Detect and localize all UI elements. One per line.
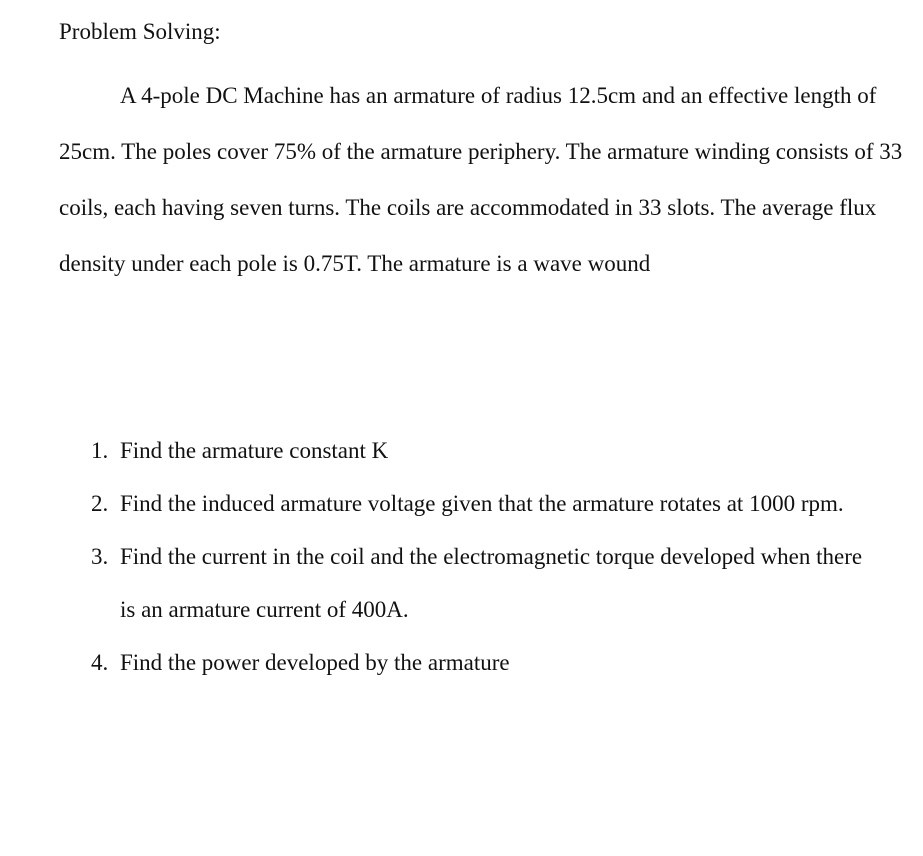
question-number: 4. — [91, 650, 109, 675]
question-list — [0, 424, 923, 689]
problem-paragraph: A 4-pole DC Machine has an armature of radius 12.5cm and an effective length of 25cm. The poles cover 75% of the armature periphery. The armature winding consists of 33 coils, each having seven turns. The coils are accommodated in 33 slots. The average flux density under each pole is 0.75T. The armature is a wave wound — [59, 83, 903, 276]
question-number: 2. — [91, 491, 109, 516]
question-number: 3. — [91, 544, 109, 569]
question-item — [0, 636, 880, 689]
question-number: 1. — [91, 438, 109, 463]
question-item — [0, 477, 880, 530]
question-text: Find the current in the coil and the electromagnetic torque developed when there is an armature current of 400A. — [120, 544, 863, 622]
question-item — [0, 424, 880, 477]
question-text: Find the armature constant K — [120, 438, 389, 463]
question-item — [0, 530, 880, 636]
section-heading: Problem Solving: — [59, 19, 221, 44]
question-text: Find the induced armature voltage given that the armature rotates at 1000 rpm. — [120, 491, 844, 516]
question-text: Find the power developed by the armature — [120, 650, 510, 675]
